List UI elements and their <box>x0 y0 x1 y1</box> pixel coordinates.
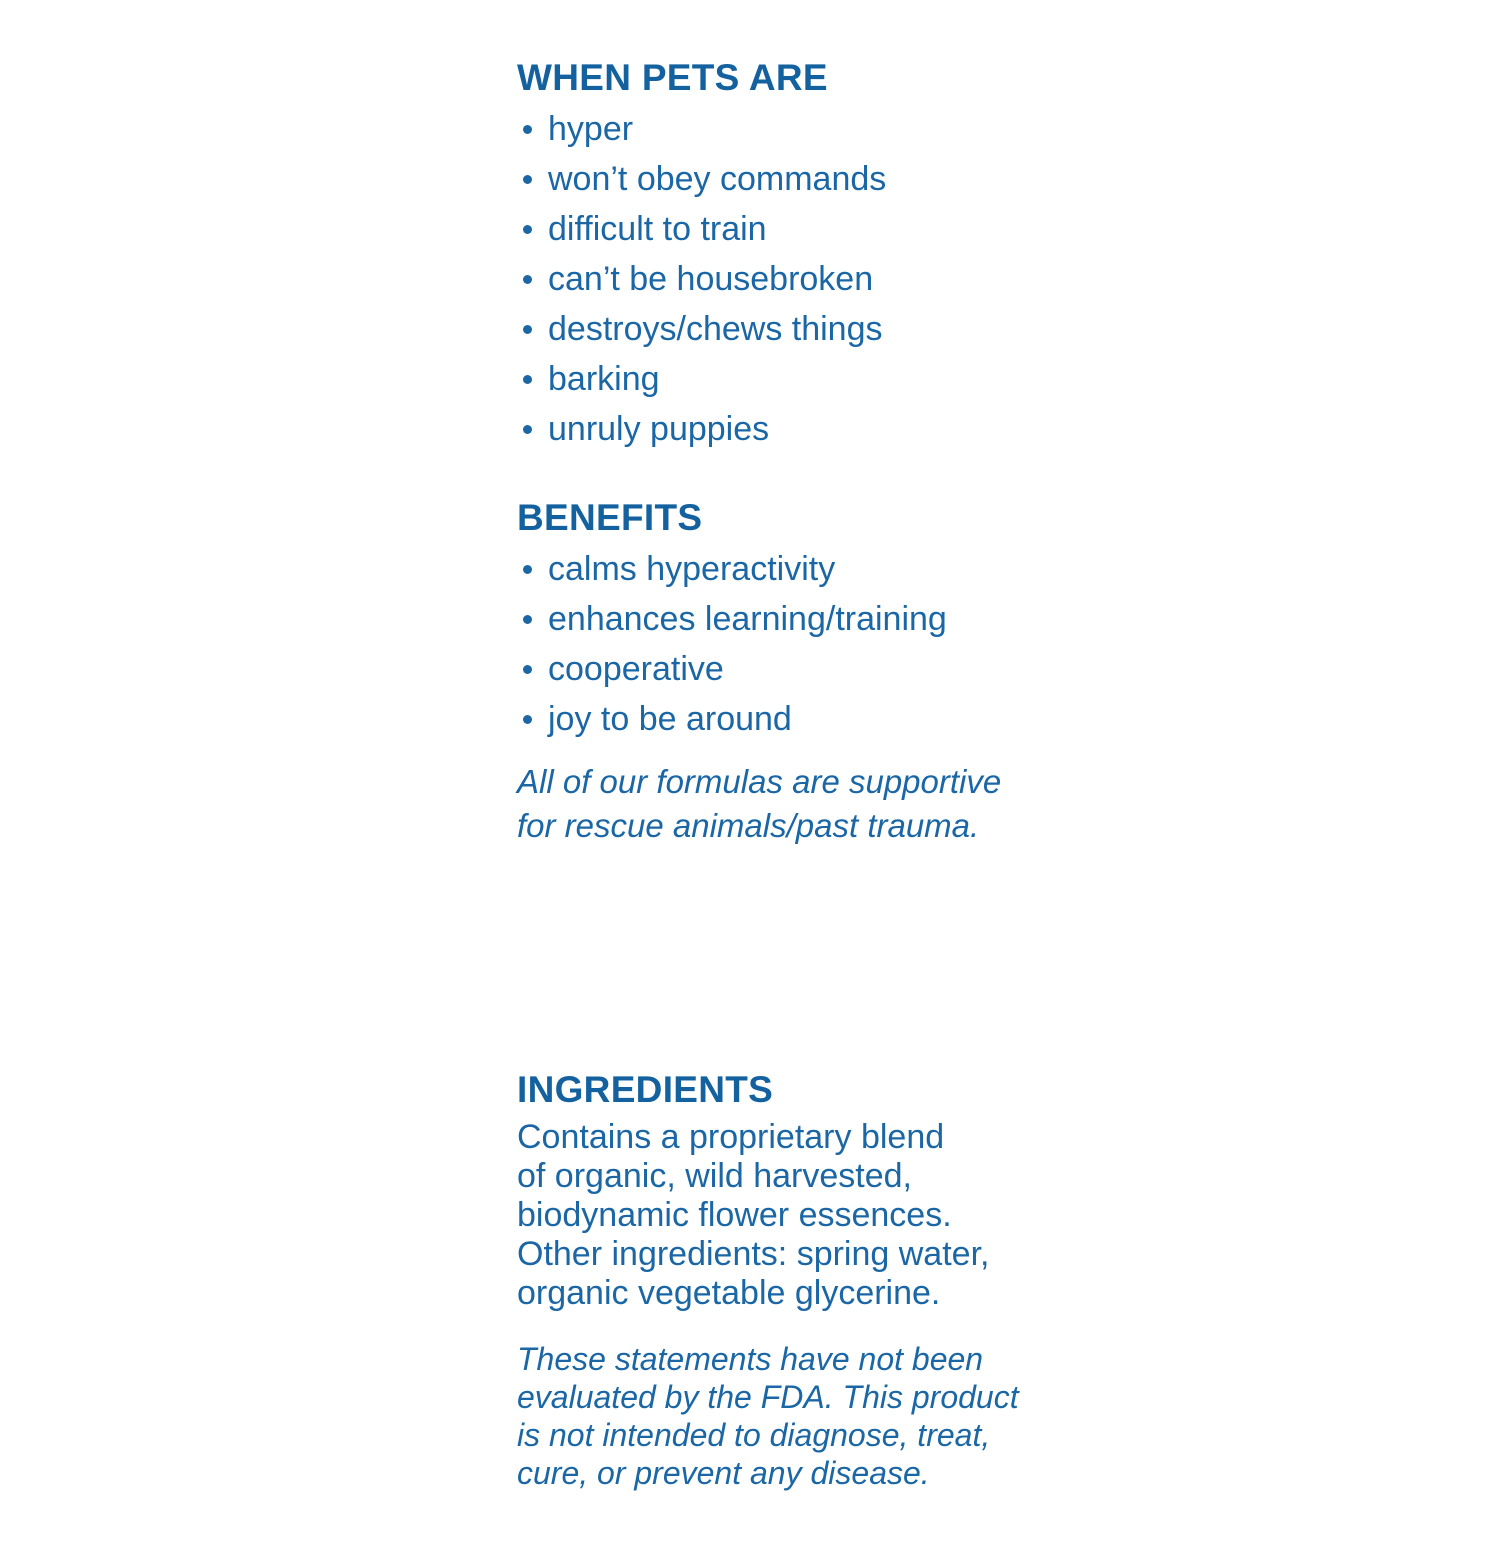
disclaimer-line: evaluated by the FDA. This product <box>517 1379 1019 1415</box>
ingredients-paragraph <box>517 1118 1017 1313</box>
when-pets-are-list <box>517 104 1017 454</box>
list-item: joy to be around <box>517 694 1017 744</box>
list-item: calms hyperactivity <box>517 544 1017 594</box>
note-line: All of our formulas are supportive <box>517 763 1002 800</box>
list-item: won’t obey commands <box>517 154 1017 204</box>
ingredients-line: organic vegetable glycerine. <box>517 1274 941 1312</box>
disclaimer-line: cure, or prevent any disease. <box>517 1455 930 1491</box>
ingredients-line: of organic, wild harvested, <box>517 1157 912 1195</box>
list-item: destroys/chews things <box>517 304 1017 354</box>
label-text-panel <box>517 56 1017 1492</box>
ingredients-line: biodynamic flower essences. <box>517 1196 952 1234</box>
section-ingredients <box>517 1068 1017 1313</box>
when-pets-are-heading: WHEN PETS ARE <box>517 57 828 98</box>
list-item: can’t be housebroken <box>517 254 1017 304</box>
disclaimer-line: is not intended to diagnose, treat, <box>517 1417 991 1453</box>
note-line: for rescue animals/past trauma. <box>517 807 980 844</box>
section-benefits <box>517 496 1017 744</box>
fda-disclaimer <box>517 1340 1017 1492</box>
section-when-pets-are <box>517 56 1017 454</box>
ingredients-line: Contains a proprietary blend <box>517 1118 945 1156</box>
list-item: hyper <box>517 104 1017 154</box>
ingredients-line: Other ingredients: spring water, <box>517 1235 990 1273</box>
list-item: cooperative <box>517 644 1017 694</box>
benefits-heading: BENEFITS <box>517 497 703 538</box>
formulas-note <box>517 760 1017 848</box>
ingredients-heading: INGREDIENTS <box>517 1069 774 1110</box>
list-item: barking <box>517 354 1017 404</box>
disclaimer-line: These statements have not been <box>517 1341 984 1377</box>
list-item: enhances learning/training <box>517 594 1017 644</box>
list-item: unruly puppies <box>517 404 1017 454</box>
list-item: difficult to train <box>517 204 1017 254</box>
benefits-list <box>517 544 1017 744</box>
